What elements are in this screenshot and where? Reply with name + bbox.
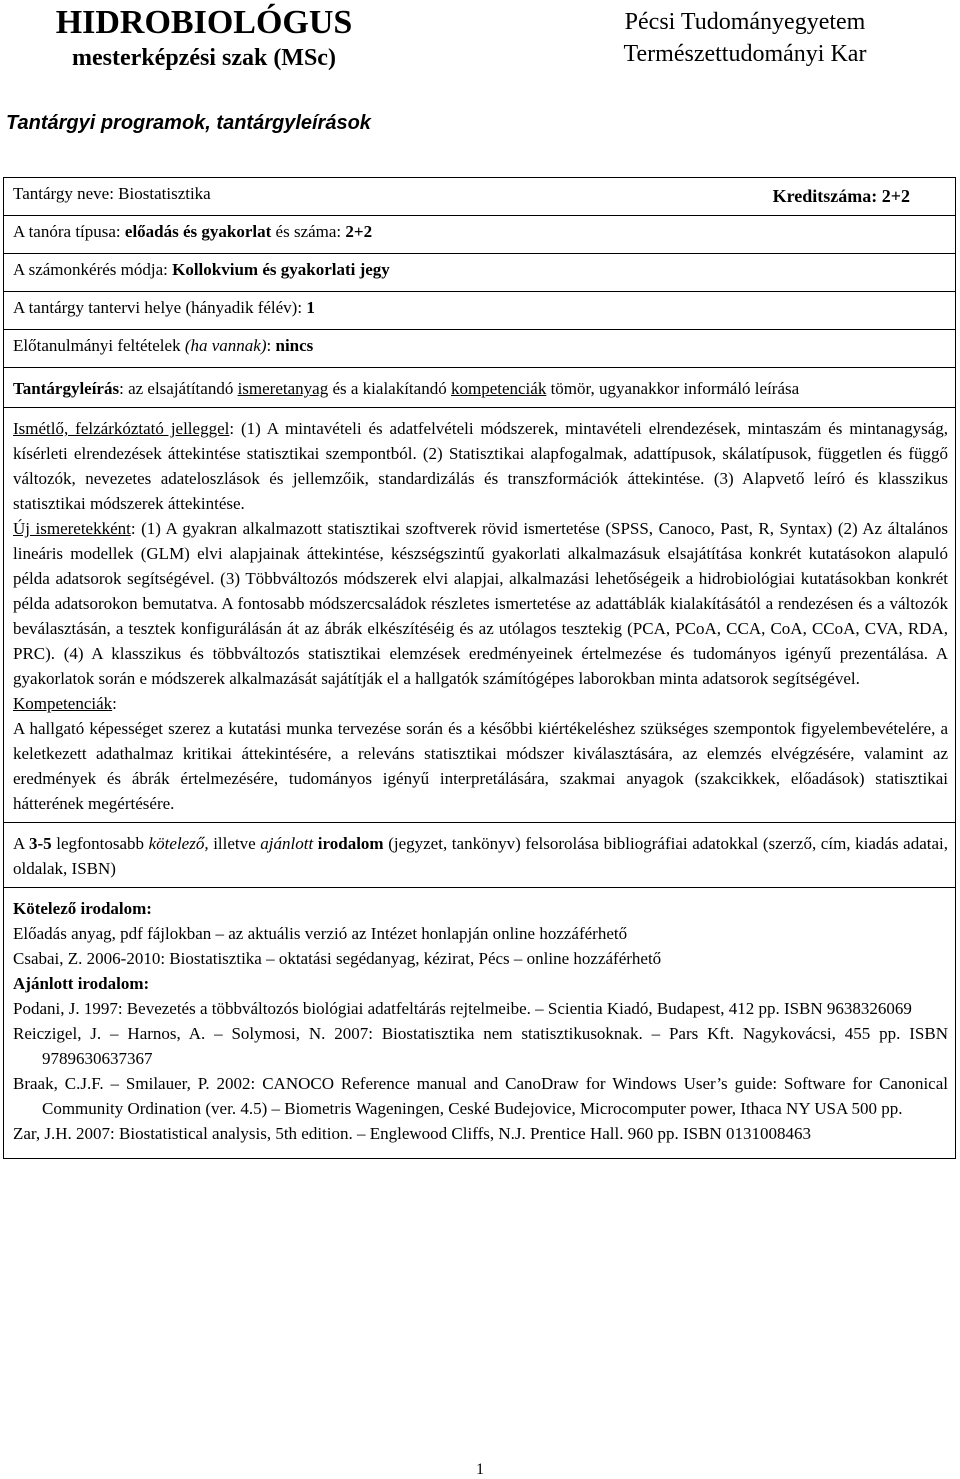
- class-type-row: [4, 216, 956, 254]
- class-type-label: A tanóra típusa:: [13, 222, 125, 241]
- lit-intro-literature: irodalom: [317, 834, 384, 853]
- semester-label: A tantárgy tantervi helye (hányadik félév):: [13, 298, 307, 317]
- required-item: Csabai, Z. 2006-2010: Biostatisztika – oktatási segédanyag, kézirat, Pécs – online hozzáférhető: [13, 949, 662, 968]
- course-name: Tantárgy neve: Biostatisztika: [13, 184, 211, 203]
- new-knowledge-label: Új ismeretekként: [13, 519, 131, 538]
- exam-value: Kollokvium és gyakorlati jegy: [172, 260, 390, 279]
- exam-row: [4, 254, 956, 292]
- required-literature-label: Kötelező irodalom:: [13, 899, 152, 918]
- competence-label: Kompetenciák: [13, 694, 113, 713]
- description-text: tömör, ugyanakkor informáló leírása: [546, 379, 800, 398]
- prerequisite-row: [4, 330, 956, 368]
- description-body-row: [4, 408, 956, 823]
- description-heading-row: [4, 368, 956, 408]
- header-right: [560, 6, 930, 70]
- description-text: és a kialakítandó: [328, 379, 451, 398]
- literature-intro-row: [4, 823, 956, 888]
- new-knowledge-paragraph: [13, 516, 948, 691]
- header-left: [14, 2, 394, 72]
- lit-intro-text: legfontosabb: [51, 834, 149, 853]
- prereq-colon: :: [266, 336, 276, 355]
- description-label: Tantárgyleírás: [13, 379, 120, 398]
- repeat-label: Ismétlő, felzárkóztató jelleggel: [13, 419, 230, 438]
- class-count-value: 2+2: [345, 222, 373, 241]
- required-item: Előadás anyag, pdf fájlokban – az aktuális verzió az Intézet honlapján online hozzáférhető: [13, 924, 628, 943]
- new-knowledge-text: : (1) A gyakran alkalmazott statisztikai szoftverek rövid ismertetése (SPSS, Canoco, Past, R, Syntax) (2) Az általános lineáris modellek (GLM) elvi alapjainak áttekintése, készségszintű gyakorlati alkalmazásuk elsajátítása konkrét kutatásokon alapuló példa adatsorok segítségével. (3) Többváltozós módszerek elvi alapjai, alkalmazási lehetőségeik a hidrobiológiai kutatásokban konkrét példa adatsorokon bemutatva. A fontosabb módszercsaládok részletes ismertetése az adattáblák kialakításától a rendezésen és a változók beválasztásán, a tesztek konfigurálásán át az ábrák elkészítéséig és az utólagos tesztekig (PCA, PCoA, CCA, CoA, CCoA, CVA, RDA, PRC). (4) A klasszikus és többváltozós statisztikai elemzések eredményeinek értelmezése és tudományos igényű prezentálása. A gyakorlatok során e módszerek alkalmazását sajátítják el a hallgatók számítógépes laborokban minta adatsorok segítségével.: [13, 519, 949, 688]
- repeat-paragraph: [13, 416, 948, 516]
- prereq-value: nincs: [275, 336, 314, 355]
- competence-term: kompetenciák: [450, 379, 547, 398]
- lit-intro-text: illetve: [208, 834, 261, 853]
- semester-value: 1: [306, 298, 315, 317]
- credit-value: Kreditszáma: 2+2: [772, 186, 910, 206]
- university-name: Pécsi Tudományegyetem: [624, 9, 866, 35]
- recommended-item: Reiczigel, J. – Harnos, A. – Solymosi, N. 2007: Biostatisztika nem statisztikusoknak. – Pars Kft. Nagykovácsi, 455 pp. ISBN 9789630637367: [13, 1024, 948, 1068]
- semester-row: [4, 292, 956, 330]
- competence-heading: [13, 691, 948, 716]
- lit-intro-text: (jegyzet, tankönyv) felsorolása bibliográfiai adatokkal (szerző, cím, kiadás adatai, oldalak, ISBN): [13, 834, 949, 878]
- description-text: : az elsajátítandó: [119, 379, 238, 398]
- recommended-item: Podani, J. 1997: Bevezetés a többváltozós biológiai adatfeltárás rejtelmeibe. – Scientia Kiadó, Budapest, 412 pp. ISBN 9638326069: [13, 999, 912, 1018]
- exam-label: A számonkérés módja:: [13, 260, 173, 279]
- recommended-literature-label: Ajánlott irodalom:: [13, 974, 150, 993]
- prereq-label: Előtanulmányi feltételek: [13, 336, 185, 355]
- faculty-name: Természettudományi Kar: [623, 41, 867, 67]
- program-subtitle: mesterképzési szak (MSc): [72, 45, 336, 71]
- repeat-text: : (1) A mintavételi és adatfelvételi módszerek, mintavételi elrendezések, mintaszám és mintanagyság, kísérleti elrendezések áttekintése statisztikai szempontból. (2) Statisztikai alapfogalmak, adattípusok, skálatípusok, független és függő változók, nevezetes adateloszlások és jellemzőik, standardizálás és transzformációk áttekintése. (3) Alapvető leíró és klasszikus statisztikai módszerek áttekintése.: [13, 419, 948, 513]
- lit-intro-required: kötelező,: [148, 834, 209, 853]
- course-name-row: [4, 178, 956, 216]
- prereq-note: (ha vannak): [184, 336, 267, 355]
- recommended-item: Zar, J.H. 2007: Biostatistical analysis, 5th edition. – Englewood Cliffs, N.J. Prentice Hall. 960 pp. ISBN 0131008463: [13, 1124, 811, 1143]
- literature-row: [4, 888, 956, 1159]
- lit-intro-count: 3-5: [28, 834, 52, 853]
- recommended-item: Braak, C.J.F. – Smilauer, P. 2002: CANOCO Reference manual and CanoDraw for Windows User’s guide: Software for Canonical Community Ordination (ver. 4.5) – Biometris Wageningen, Ceské Budejovice, Microcomputer power, Ithaca NY USA 500 pp.: [13, 1074, 948, 1118]
- class-count-label: és száma:: [271, 222, 346, 241]
- competence-text: A hallgató képességet szerez a kutatási munka tervezése során és a későbbi kiértékeléshez szükséges szempontok figyelembevételére, a keletkezett adathalmaz kritikai áttekintésére, a releváns statisztikai módszer kiválasztására, az elemzés elvégzésére, valamint az eredmények és ábrák értelmezésére, tudományos igényű interpretálására, szakmai anyagok (szakcikkek, előadások) statisztikai hátterének megértésére.: [13, 719, 948, 813]
- program-title: HIDROBIOLÓGUS: [55, 4, 353, 41]
- lit-intro-recommended: ajánlott: [260, 834, 314, 853]
- competence-colon: :: [112, 694, 117, 713]
- section-title: Tantárgyi programok, tantárgyleírások: [6, 112, 371, 134]
- page-number: 1: [476, 1461, 484, 1478]
- class-type-value: előadás és gyakorlat: [124, 222, 272, 241]
- course-table: [3, 177, 956, 1159]
- lit-intro-text: A: [13, 834, 29, 853]
- knowledge-term: ismeretanyag: [237, 379, 329, 398]
